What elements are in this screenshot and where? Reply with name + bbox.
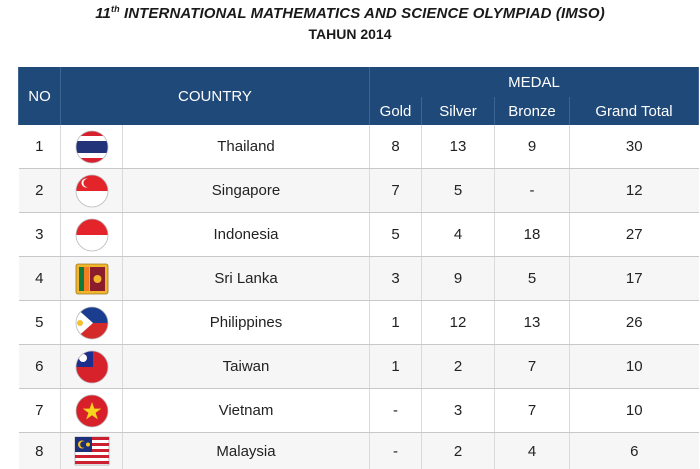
table-row [19,125,699,169]
page-title [0,4,700,22]
row-country: Malaysia [123,433,370,469]
row-total: 6 [570,433,699,469]
flag-cell [61,301,123,345]
row-silver: 2 [422,433,495,469]
row-bronze: - [495,169,570,213]
row-no: 4 [19,257,61,301]
page-subtitle: TAHUN 2014 [0,26,700,42]
row-bronze: 7 [495,345,570,389]
row-bronze: 13 [495,301,570,345]
header-row-1 [19,67,699,97]
row-no: 3 [19,213,61,257]
indonesia-flag-icon [73,217,111,253]
header-grand-total: Grand Total [570,97,699,125]
row-bronze: 4 [495,433,570,469]
row-silver: 5 [422,169,495,213]
row-country: Taiwan [123,345,370,389]
row-country: Vietnam [123,389,370,433]
header-no: NO [19,67,61,125]
row-gold: 5 [370,213,422,257]
row-gold: 1 [370,301,422,345]
row-no: 6 [19,345,61,389]
row-gold: 1 [370,345,422,389]
table-row [19,301,699,345]
title-text: INTERNATIONAL MATHEMATICS AND SCIENCE OLYMPIAD (IMSO) [120,5,605,22]
table-row [19,213,699,257]
row-bronze: 5 [495,257,570,301]
thailand-flag-icon [73,129,111,165]
sri-lanka-flag-icon [73,261,111,297]
table-row [19,257,699,301]
flag-cell [61,213,123,257]
header-silver: Silver [422,97,495,125]
malaysia-flag-icon [73,433,111,469]
row-silver: 2 [422,345,495,389]
header-country: COUNTRY [61,67,370,125]
row-gold: 8 [370,125,422,169]
flag-cell [61,169,123,213]
row-total: 30 [570,125,699,169]
flag-cell [61,389,123,433]
header-gold: Gold [370,97,422,125]
flag-cell [61,257,123,301]
row-country: Philippines [123,301,370,345]
row-total: 27 [570,213,699,257]
medal-table [18,67,699,469]
row-silver: 13 [422,125,495,169]
vietnam-flag-icon [73,393,111,429]
flag-cell [61,345,123,389]
row-country: Thailand [123,125,370,169]
row-no: 5 [19,301,61,345]
row-gold: - [370,433,422,469]
row-country: Indonesia [123,213,370,257]
table-row [19,389,699,433]
row-total: 26 [570,301,699,345]
flag-cell [61,125,123,169]
row-no: 7 [19,389,61,433]
philippines-flag-icon [73,305,111,341]
row-gold: - [370,389,422,433]
row-total: 12 [570,169,699,213]
header-medal: MEDAL [370,67,699,97]
row-gold: 3 [370,257,422,301]
header-bronze: Bronze [495,97,570,125]
row-no: 2 [19,169,61,213]
row-bronze: 18 [495,213,570,257]
row-no: 8 [19,433,61,469]
row-silver: 9 [422,257,495,301]
table-row [19,345,699,389]
row-total: 17 [570,257,699,301]
row-total: 10 [570,389,699,433]
row-total: 10 [570,345,699,389]
title-ordinal-suffix: th [111,4,120,14]
row-no: 1 [19,125,61,169]
table-row [19,169,699,213]
title-ordinal: 11 [95,5,111,22]
row-country: Singapore [123,169,370,213]
taiwan-flag-icon [73,349,111,385]
singapore-flag-icon [73,173,111,209]
flag-cell [61,433,123,469]
table-row [19,433,699,469]
row-gold: 7 [370,169,422,213]
row-silver: 12 [422,301,495,345]
row-bronze: 9 [495,125,570,169]
row-country: Sri Lanka [123,257,370,301]
row-silver: 4 [422,213,495,257]
row-bronze: 7 [495,389,570,433]
row-silver: 3 [422,389,495,433]
